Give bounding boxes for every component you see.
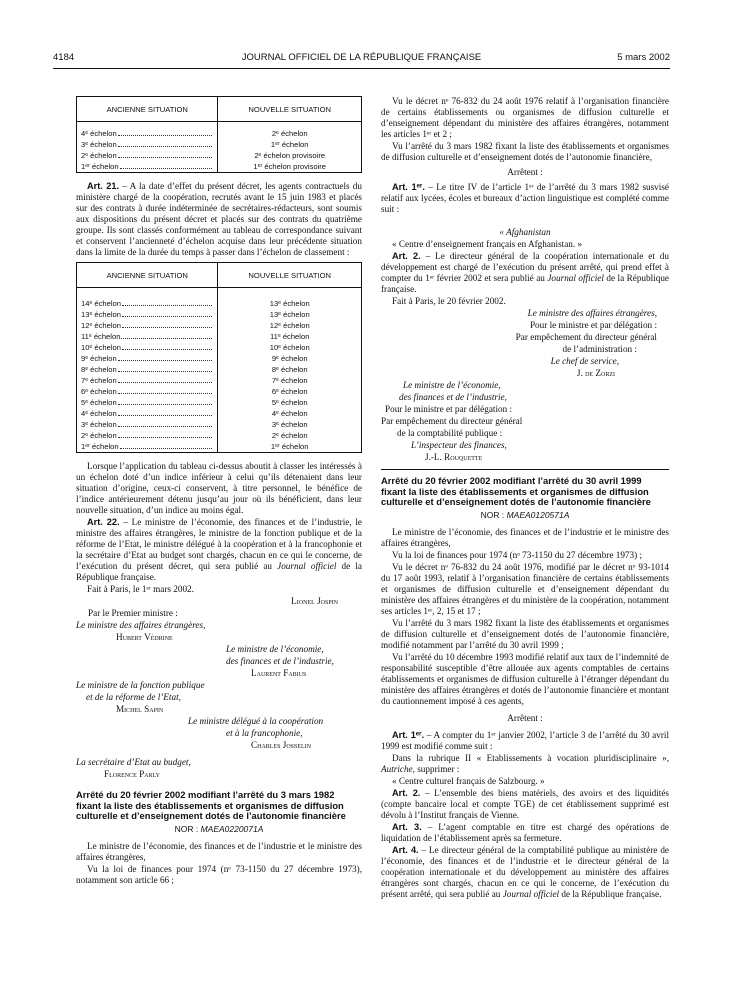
text-line: 4ᵉ échelon bbox=[218, 408, 362, 419]
page-header bbox=[53, 52, 670, 64]
text-line: de la République française. bbox=[76, 561, 362, 582]
text-line: de la République française. bbox=[559, 888, 662, 899]
text-line: – A la date d’effet du présent décret, les agents contractuels du ministère chargé de la coopération, recrutés avant le 15 juin 1983 et placés sur des contrats à durée indéterminée de secrétaires-rédacteurs, sont soumis aux dispositions du présent décret et placés sur des contrats du quatrième groupe. Ils sont classés conformément au tableau de correspondance suivant et conservent l’ancienneté d’échelon acquise dans leur précédente situation dans la limite de la durée du temps à passer dans l’échelon de classement : bbox=[76, 181, 362, 257]
table-row bbox=[77, 419, 362, 430]
text-line: – Le directeur général de la coopération internationale et du développement est chargé de l’exécution du présent arrêté, qui prend effet à compter du 1ᵉʳ février 2002 et sera publié au bbox=[381, 251, 669, 283]
article-21 bbox=[76, 181, 362, 258]
text-line: Par empêchement du directeur général bbox=[515, 332, 657, 342]
arrete2-p3: Vu le décret nᵒ 76-832 du 24 août 1976, modifié par le décret nᵒ 93-1014 du 17 août 1993, relatif à l’organisation financière de certains établissements et organismes de diffusion culturelle et d’enseignement dépendant du ministère des affaires étrangères et du ministère de la coopération, notamment ses articles 1ᵉʳ, 2, 15 et 17 ; bbox=[381, 561, 669, 616]
text-line: de la République française. bbox=[381, 273, 669, 294]
text-line: 13ᵉ échelon bbox=[218, 298, 362, 309]
journal-title: JOURNAL OFFICIEL DE LA RÉPUBLIQUE FRANÇAISE bbox=[241, 52, 482, 63]
table-row bbox=[77, 309, 362, 320]
table-row bbox=[77, 320, 362, 331]
text-line: – L’ensemble des biens matériels, des avoirs et des liquidités (compte bancaire local et compte TGE) de cet établissement supprimé est dévolu à l’Institut français de Vienne. bbox=[381, 787, 669, 820]
table-row bbox=[77, 441, 362, 453]
text-line: – Le titre IV de l’article 1ᵉʳ de l’arrêté du 3 mars 1982 susvisé relatif aux lycées, écoles et bureaux d’action linguistique est complété comme suit : bbox=[381, 182, 669, 214]
arrete1-art1 bbox=[381, 182, 669, 215]
arrete1-afghanistan: « Afghanistan bbox=[499, 227, 551, 237]
table2-header-old: ANCIENNE SITUATION bbox=[77, 263, 218, 288]
issue-date: 5 mars 2002 bbox=[617, 52, 670, 63]
right-column bbox=[381, 96, 669, 901]
table-row bbox=[77, 298, 362, 309]
text-line: 2ᵉ échelon bbox=[218, 430, 362, 441]
text-line: 2ᵉ échelon bbox=[81, 431, 117, 440]
text-line: 11ᵉ échelon bbox=[81, 332, 121, 341]
table-row bbox=[77, 430, 362, 441]
arrete2-p2: Vu la loi de finances pour 1974 (nᵒ 73-1150 du 27 décembre 1973) ; bbox=[392, 549, 643, 560]
text-line: Journal officiel bbox=[502, 888, 560, 899]
text-line: NOR : bbox=[480, 509, 507, 520]
text-line: Art. 21. bbox=[87, 181, 120, 191]
text-line: Pour le ministre et par délégation : bbox=[529, 320, 657, 330]
text-line: 12ᵉ échelon bbox=[218, 320, 362, 331]
text-line: Art. 1ᵉʳ. bbox=[392, 729, 425, 740]
text-line: 2ᵉ échelon bbox=[81, 151, 117, 160]
table-row bbox=[77, 150, 362, 161]
arrete2-rubrique bbox=[381, 753, 669, 775]
text-line: L’inspecteur des finances, bbox=[411, 440, 507, 450]
table-row bbox=[77, 139, 362, 150]
text-line: 8ᵉ échelon bbox=[81, 365, 117, 374]
arrete1-p3: Vu le décret nᵒ 76-832 du 24 août 1976 relatif à l’organisation financière de certains établissements ou organismes de diffusion culturelle et d’enseignement dépendant du ministère des affaires étrangères, notamment les articles 1ᵉʳ et 2 ; bbox=[381, 96, 669, 139]
page-number: 4184 bbox=[53, 52, 75, 63]
signature-jospin: Lionel Jospin bbox=[291, 596, 338, 606]
table-row bbox=[77, 364, 362, 375]
text-line: Art. 2. bbox=[392, 787, 421, 798]
text-line: de la comptabilité publique : bbox=[397, 428, 503, 438]
arrete1-p2: Vu la loi de finances pour 1974 (nᵒ 73-1150 du 27 décembre 1973), notamment son article 66 ; bbox=[76, 863, 362, 885]
text-line: Le ministre de l’économie, bbox=[403, 380, 501, 390]
arrete1-p1: Le ministre de l’économie, des finances et de l’industrie et le ministre des affaires étrangères, bbox=[76, 840, 362, 862]
arrete2-salzbourg: « Centre culturel français de Salzbourg. » bbox=[392, 775, 545, 786]
table1-header-old: ANCIENNE SITUATION bbox=[77, 97, 218, 122]
text-line: 1ᵉʳ échelon provisoire bbox=[218, 161, 362, 173]
text-line: 4ᵉ échelon bbox=[81, 129, 117, 138]
text-line: 9ᵉ échelon bbox=[218, 353, 362, 364]
text-line: Autriche bbox=[381, 763, 413, 774]
arrete2-p1: Le ministre de l’économie, des finances et de l’industrie et le ministre des affaires étrangères, bbox=[381, 526, 669, 548]
text-line: 13ᵉ échelon bbox=[81, 310, 121, 319]
arrete1-p4: Vu l’arrêté du 3 mars 1982 fixant la liste des établissements et organismes de diffusion culturelle et d’enseignement dotés de l’autonomie financière, bbox=[381, 141, 669, 162]
text-line: 13ᵉ échelon bbox=[218, 309, 362, 320]
signature-sapin: Michel Sapin bbox=[116, 704, 164, 714]
arrete1-art2 bbox=[381, 251, 669, 295]
section-divider bbox=[381, 469, 669, 470]
par-premier-ministre: Par le Premier ministre : bbox=[88, 608, 178, 618]
signature-vedrine: Hubert Védrine bbox=[116, 632, 173, 642]
table-row bbox=[77, 128, 362, 139]
text-line: 14ᵉ échelon bbox=[81, 299, 121, 308]
text-line: J.-L. Rouquette bbox=[425, 452, 483, 462]
role-fabius-2: des finances et de l’industrie, bbox=[226, 656, 334, 666]
table-row bbox=[77, 342, 362, 353]
role-sapin-2: et de la réforme de l’Etat, bbox=[86, 692, 181, 702]
arrete1-fait: Fait à Paris, le 20 février 2002. bbox=[392, 296, 506, 306]
arrete1-arretent: Arrêtent : bbox=[507, 167, 543, 177]
text-line: 3ᵉ échelon bbox=[81, 140, 117, 149]
arrete2-art3 bbox=[381, 822, 669, 844]
arrete2-art4 bbox=[381, 845, 669, 900]
role-fabius-1: Le ministre de l’économie, bbox=[226, 644, 324, 654]
arrete2-art2 bbox=[381, 788, 669, 821]
table-row bbox=[77, 408, 362, 419]
role-sapin-1: Le ministre de la fonction publique bbox=[76, 680, 205, 690]
text-line: Dans la rubrique II « Etablissements à vocation pluridisciplinaire », bbox=[392, 752, 669, 763]
table-row bbox=[77, 386, 362, 397]
text-line: Art. 3. bbox=[392, 821, 422, 832]
arrete1-signature-2 bbox=[381, 380, 669, 463]
role-josselin-1: Le ministre délégué à la coopération bbox=[188, 716, 324, 726]
signature-parly: Florence Parly bbox=[104, 769, 160, 779]
text-line: Art. 2. bbox=[392, 251, 421, 261]
left-column bbox=[76, 96, 362, 887]
table-row bbox=[77, 161, 362, 173]
echelon-table-2 bbox=[76, 262, 362, 453]
fait-a-paris: Fait à Paris, le 1ᵉʳ mars 2002. bbox=[87, 584, 194, 594]
text-line: 1ᵉʳ échelon bbox=[81, 162, 119, 171]
table-row bbox=[77, 375, 362, 386]
text-line: Art. 1ᵉʳ. bbox=[392, 182, 425, 192]
text-line: – L’agent comptable en titre est chargé des opérations de liquidation de l’établissement après sa fermeture. bbox=[381, 821, 669, 843]
arrete2-title: Arrêté du 20 février 2002 modifiant l’arrêté du 30 avril 1999 fixant la liste des établissements et organismes de diffusion culturelle et d’enseignement dotés de l’autonomie financière bbox=[381, 475, 651, 507]
text-line: 4ᵉ échelon bbox=[81, 409, 117, 418]
text-line: MAEA0120571A bbox=[506, 509, 570, 520]
role-josselin-2: et à la francophonie, bbox=[226, 728, 303, 738]
text-line: , supprimer : bbox=[412, 763, 460, 774]
text-line: 10ᵉ échelon bbox=[218, 342, 362, 353]
text-line: Art. 22. bbox=[87, 517, 120, 527]
text-line: 7ᵉ échelon bbox=[218, 375, 362, 386]
arrete2-art1 bbox=[381, 730, 669, 752]
text-line: 1ᵉʳ échelon bbox=[81, 442, 119, 451]
article-22 bbox=[76, 517, 362, 583]
text-line: 6ᵉ échelon bbox=[218, 386, 362, 397]
arrete1-centre: « Centre d’enseignement français en Afghanistan. » bbox=[392, 239, 583, 249]
text-line: 2ᵉ échelon bbox=[218, 128, 362, 139]
echelon-table-1 bbox=[76, 96, 362, 173]
text-line: 10ᵉ échelon bbox=[81, 343, 121, 352]
text-line: des finances et de l’industrie, bbox=[399, 392, 507, 402]
arrete1-signature-1 bbox=[381, 308, 669, 379]
header-rule bbox=[53, 68, 670, 69]
arrete2-p5: Vu l’arrêté du 10 décembre 1993 modifié relatif aux taux de l’indemnité de responsabilité susceptible d’être allouée aux agents comptables de certains établissements et organismes de diffusion culturelle à l’étranger dépendant du ministère des affaires étrangères et dotés de l’autonomie financière et montant du cautionnement imposé à ces agents, bbox=[381, 651, 669, 706]
text-line: Journal officiel bbox=[547, 273, 604, 283]
table-row bbox=[77, 397, 362, 408]
text-line: Journal officiel bbox=[277, 561, 337, 571]
text-line: 2ᵉ échelon provisoire bbox=[218, 150, 362, 161]
text-line: 9ᵉ échelon bbox=[81, 354, 117, 363]
role-vedrine: Le ministre des affaires étrangères, bbox=[76, 620, 206, 630]
table1-header-new: NOUVELLE SITUATION bbox=[218, 97, 362, 122]
text-line: Art. 4. bbox=[392, 844, 419, 855]
text-line: Le chef de service, bbox=[550, 356, 619, 366]
signature-josselin: Charles Josselin bbox=[251, 740, 312, 750]
text-line: NOR : bbox=[174, 823, 201, 834]
arrete2-nor bbox=[381, 510, 669, 521]
lorsque-paragraph: Lorsque l’application du tableau ci-dessus aboutit à classer les intéressés à un échelon doté d’un indice inférieur à celui qu’ils détenaient dans leur situation d’origine, ceux-ci conservent, à titre personnel, le bénéfice de l’indice antérieurement détenu jusqu’au jour où ils bénéficient, dans leur nouvelle situation, d’un indice au moins égal. bbox=[76, 461, 362, 515]
text-line: 6ᵉ échelon bbox=[81, 387, 117, 396]
text-line: 3ᵉ échelon bbox=[81, 420, 117, 429]
text-line: Pour le ministre et par délégation : bbox=[385, 404, 513, 414]
text-line: 1ᵉʳ échelon bbox=[218, 139, 362, 150]
table-row bbox=[77, 331, 362, 342]
text-line: – A compter du 1ᵉʳ janvier 2002, l’article 3 de l’arrêté du 30 avril 1999 est modifié comme suit : bbox=[381, 729, 670, 751]
text-line: 11ᵉ échelon bbox=[218, 331, 362, 342]
text-line: 12ᵉ échelon bbox=[81, 321, 121, 330]
text-line: J. de Zorzi bbox=[576, 368, 615, 378]
text-line: 7ᵉ échelon bbox=[81, 376, 117, 385]
arrete2-p4: Vu l’arrêté du 3 mars 1982 fixant la liste des établissements et organismes de diffusion culturelle et d’enseignement dotés de l’autonomie financière, modifié notamment par l’arrêté du 30 avril 1999 ; bbox=[381, 617, 669, 650]
role-parly: La secrétaire d’Etat au budget, bbox=[76, 757, 191, 767]
signature-fabius: Laurent Fabius bbox=[251, 668, 307, 678]
text-line: – Le ministre de l’économie, des finances et de l’industrie, le ministre des affaires étrangères, le ministre de la fonction publique et de la réforme de l’Etat, le ministre délégué à la coopération et à la francophonie et la secrétaire d’Etat au budget sont chargés, chacun en ce qui le concerne, de l’exécution du présent décret, qui sera publié au bbox=[76, 517, 362, 571]
text-line: 8ᵉ échelon bbox=[218, 364, 362, 375]
text-line: 5ᵉ échelon bbox=[218, 397, 362, 408]
text-line: Par empêchement du directeur général bbox=[381, 416, 523, 426]
text-line: MAEA0220071A bbox=[200, 823, 264, 834]
text-line: 5ᵉ échelon bbox=[81, 398, 117, 407]
table-row bbox=[77, 353, 362, 364]
text-line: Le ministre des affaires étrangères, bbox=[527, 308, 657, 318]
arrete2-arretent: Arrêtent : bbox=[507, 712, 543, 723]
text-line: 1ᵉʳ échelon bbox=[218, 441, 362, 453]
arrete1-title: Arrêté du 20 février 2002 modifiant l’arrêté du 3 mars 1982 fixant la liste des établissements et organismes de diffusion culturelle et d’enseignement dotés de l’autonomie financière bbox=[76, 789, 346, 821]
table2-header-new: NOUVELLE SITUATION bbox=[218, 263, 362, 288]
text-line: – Le directeur général de la comptabilité publique au ministère de l’économie, des finances et de l’industrie et le directeur général de la coopération internationale et du développement au ministère des affaires étrangères sont chargés, chacun en ce qui le concerne, de l’exécution du présent arrêté, qui sera publié au bbox=[381, 844, 669, 899]
arrete1-nor bbox=[76, 824, 362, 835]
text-line: de l’administration : bbox=[562, 344, 637, 354]
text-line: 3ᵉ échelon bbox=[218, 419, 362, 430]
